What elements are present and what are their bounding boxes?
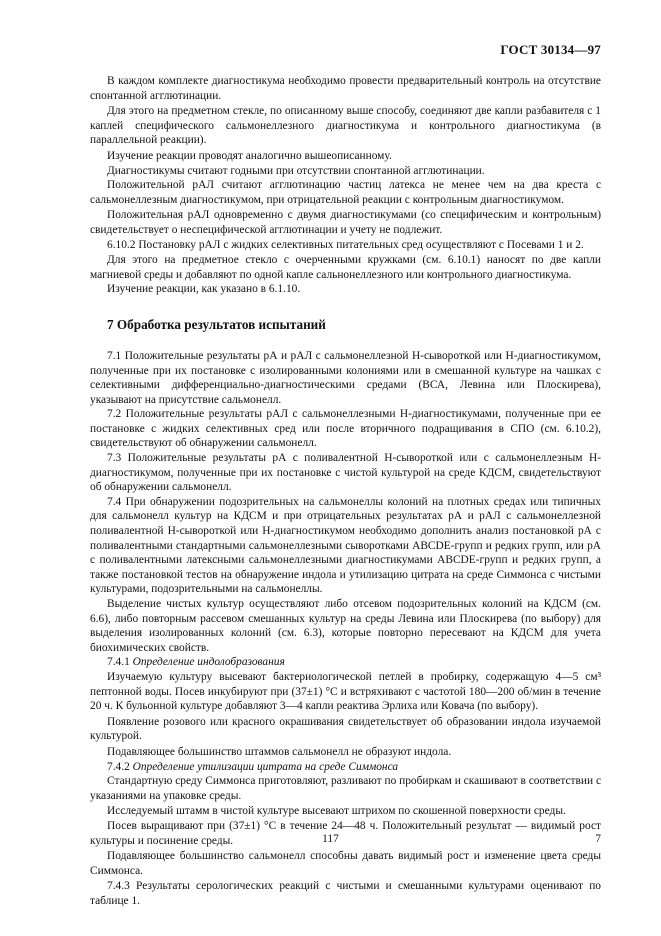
standard-number: ГОСТ 30134—97 [500, 42, 601, 57]
document-body [90, 74, 601, 908]
paragraph: 6.10.2 Постановку рАЛ с жидких селективных питательных сред осуществляют с Посевами 1 и 2. [107, 238, 584, 251]
subsection-heading [90, 655, 601, 670]
paragraph: Положительной рАЛ считают агглютинацию частиц латекса не менее чем на два креста с сальмонеллезным диагностикумом, при отрицательной реакции с контрольным диагностикумом. [90, 179, 601, 206]
paragraph: В каждом комплекте диагностикума необходимо провести предварительный контроль на отсутствие спонтанной агглютинации. [90, 75, 601, 102]
paragraph: Подавляющее большинство сальмонелл способны давать видимый рост и изменение цвета среды Симмонса. [90, 850, 601, 877]
subsection-number: 7.4.2 [107, 760, 130, 773]
paragraph: Подавляющее большинство штаммов сальмонелл не образуют индола. [107, 745, 452, 758]
subsection-number: 7.4.1 [107, 656, 130, 669]
subsection-title: Определение утилизации цитрата на среде Симмонса [132, 760, 399, 773]
paragraph: Для этого на предметном стекле, по описанному выше способу, соединяют две капли разбавителя с 1 каплей специфического сальмонеллезного диагностикума и контрольного диагностикума (в параллельной реакции). [90, 105, 601, 147]
sheet-number: 7 [595, 833, 601, 845]
paragraph: Исследуемый штамм в чистой культуре высевают штрихом по скошенной поверхности среды. [107, 805, 566, 818]
paragraph: Стандартную среду Симмонса приготовляют, разливают по пробиркам и скашивают в соответствии с указаниями на упаковке среды. [90, 775, 601, 802]
paragraph: 7.1 Положительные результаты рА и рАЛ с сальмонеллезной Н-сывороткой или Н-диагностикумом, полученные при их постановке с изолированными колониями или в смешанной культуре на чашках с селективными дифференциально-диагностическими средами (ВСА, Левина или Плоскирева), указывают на присутствие сальмонелл. [90, 349, 601, 406]
paragraph: 7.4.3 Результаты серологических реакций с чистыми и смешанными культурами оценивают по таблице 1. [90, 880, 601, 907]
paragraph: Выделение чистых культур осуществляют либо отсевом подозрительных колоний на КДСМ (см. 6.6), либо повторным рассевом смешанных культур на среды Левина или Плоскирева (по выбору) для выделения изолированных колоний (см. 6.3), которые повторно пересевают на КДСМ для учета биохимических свойств. [90, 598, 601, 654]
paragraph: 7.3 Положительные результаты рА с поливалентной Н-сывороткой или с сальмонеллезным Н-диагностикумом, полученные при их постановке с чистой культурой на среде КДСМ, свидетельствуют об обнаружении сальмонелл. [90, 452, 601, 494]
paragraph: Посев выращивают при (37±1) °С в течение 24—48 ч. Положительный результат — видимый рост культуры и посинение среды. [90, 819, 601, 847]
paragraph: Появление розового или красного окрашивания свидетельствует об образовании индола изучаемой культурой. [90, 715, 601, 743]
subsection-title: Определение индолобразования [132, 656, 285, 669]
paragraph: Положительная рАЛ одновременно с двумя диагностикумами (со специфическим и контрольным) свидетельствует о неспецифической агглютинации и учету не подлежит. [90, 209, 601, 236]
paragraph: 7.2 Положительные результаты рАЛ с сальмонеллезными Н-диагностикумами, полученные при ее постановке с жидких селективных сред или после вторичного подращивания в СПО (см. 6.10.2), свидетельствуют об обнаружении сальмонелл. [90, 408, 601, 450]
paragraph: Диагностикумы считают годными при отсутствии спонтанной агглютинации. [107, 164, 485, 177]
page-number: 117 [322, 833, 339, 845]
paragraph: Изучаемую культуру высевают бактериологической петлей в пробирку, содержащую 4—5 см³ пептонной воды. Посев инкубируют при (37±1) °С и встряхивают с частотой 180—200 об/мин в течение 20 ч. К бульонной культуре добавляют 3—4 капли реактива Эрлиха или Ковача (по выбору). [90, 670, 601, 713]
paragraph: Для этого на предметное стекло с очерченными кружками (см. 6.10.1) наносят по две капли магниевой среды и добавляют по одной капле сальнонеллезного или контрольного диагностикума. [90, 254, 601, 281]
subsection-heading [90, 760, 601, 775]
paragraph: Изучение реакции проводят аналогично вышеописанному. [107, 149, 392, 162]
section-heading: 7 Обработка результатов испытаний [107, 316, 326, 332]
paragraph: 7.4 При обнаружении подозрительных на сальмонеллы колоний на плотных средах или типичных для сальмонелл культур на КДСМ и при отрицательных результатах рА и рАЛ с сальмонеллезной поливалентной Н-сывороткой или Н-диагностикумом необходимо дополнить анализ постановкой рА с поливалентными стандартными сальмонеллезными сыворотками ABCDE-групп и редких групп, или рА с поливалентными латексными сальмонеллезными диагностикумами ABCDE-групп и редких групп, а также постановкой тестов на обнаружение индола и утилизацию цитрата на среде Симмонса с чистыми культурами, подозрительными на сальмонеллы. [90, 495, 601, 596]
paragraph: Изучение реакции, как указано в 6.1.10. [107, 283, 301, 296]
